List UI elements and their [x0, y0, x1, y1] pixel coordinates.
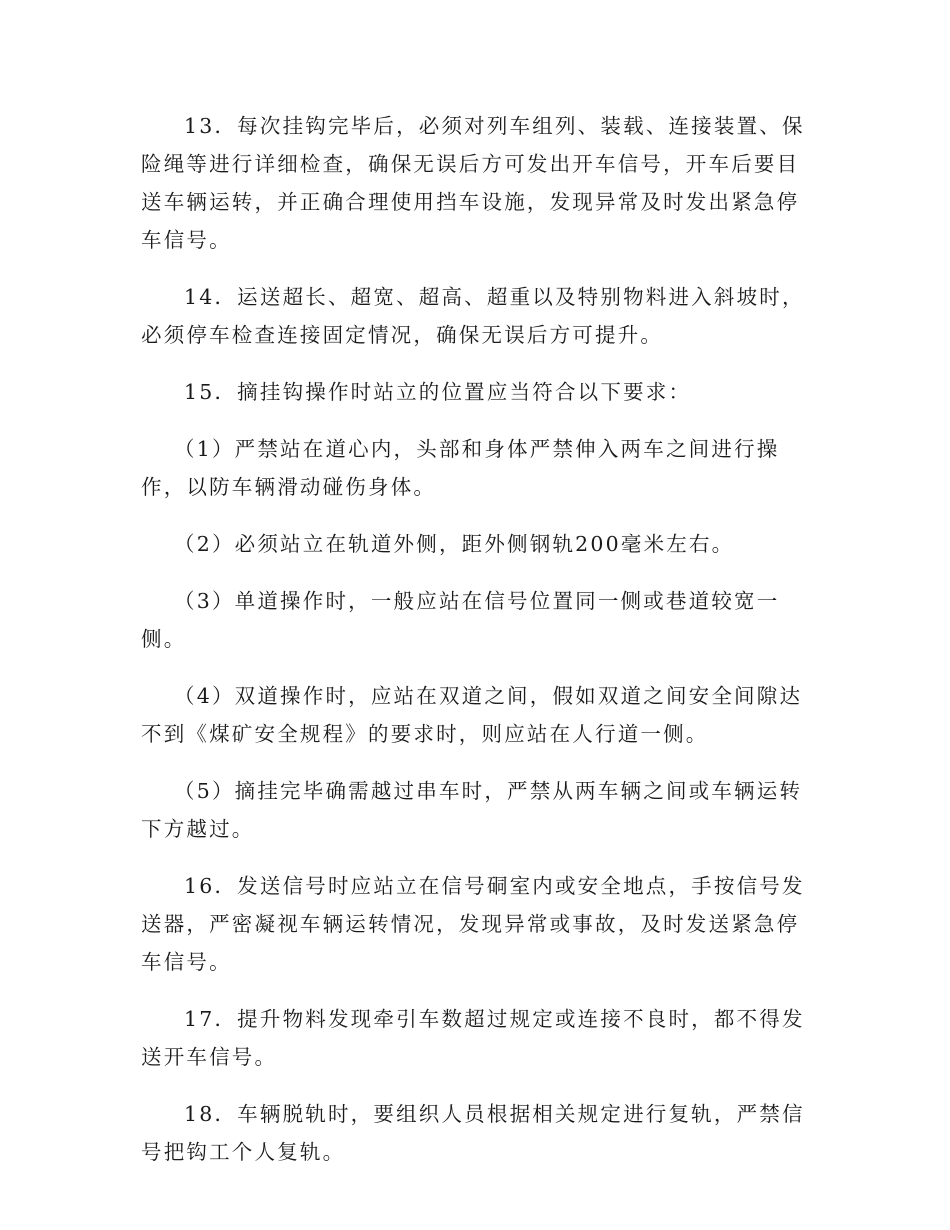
paragraph-17: 17．提升物料发现牵引车数超过规定或连接不良时，都不得发送开车信号。 — [141, 1007, 805, 1069]
paragraph-15: 15．摘挂钩操作时站立的位置应当符合以下要求： — [184, 380, 692, 404]
paragraph-15-item-4: （4）双道操作时，应站在双道之间，假如双道之间安全间隙达不到《煤矿安全规程》的要求时，则应站在人行道一侧。 — [141, 684, 803, 746]
paragraph-15-item-3: （3）单道操作时，一般应站在信号位置同一侧或巷道较宽一侧。 — [141, 589, 780, 651]
paragraph-15-item-1: （1）严禁站在道心内，头部和身体严禁伸入两车之间进行操作，以防车辆滑动碰伤身体。 — [141, 437, 780, 499]
paragraph-13: 13．每次挂钩完毕后，必须对列车组列、装载、连接装置、保险绳等进行详细检查，确保无误后方可发出开车信号，开车后要目送车辆运转，并正确合理使用挡车设施，发现异常及时发出紧急停车信号。 — [141, 114, 805, 252]
paragraph-15-item-5: （5）摘挂完毕确需越过串车时，严禁从两车辆之间或车辆运转下方越过。 — [141, 779, 803, 841]
paragraph-15-item-2: （2）必须站立在轨道外侧，距外侧钢轨200毫米左右。 — [174, 532, 735, 556]
paragraph-14: 14．运送超长、超宽、超高、超重以及特别物料进入斜坡时，必须停车检查连接固定情况，确保无误后方可提升。 — [141, 285, 805, 347]
paragraph-18: 18．车辆脱轨时，要组织人员根据相关规定进行复轨，严禁信号把钩工个人复轨。 — [141, 1102, 805, 1164]
paragraph-16: 16．发送信号时应站立在信号硐室内或安全地点，手按信号发送器，严密凝视车辆运转情况，发现异常或事故，及时发送紧急停车信号。 — [141, 874, 805, 974]
document-body — [141, 107, 809, 1190]
